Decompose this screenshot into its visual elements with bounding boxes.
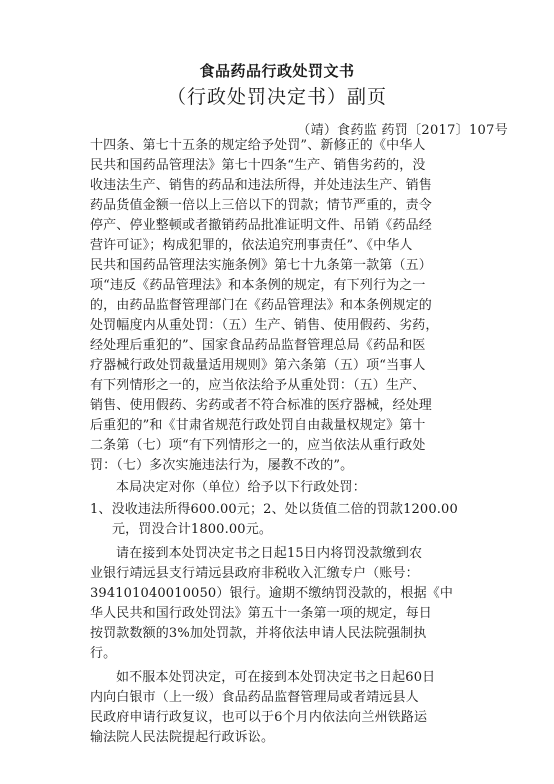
payment-line: 业银行靖远县支行靖远县政府非税收入汇缴专户（账号： (90, 566, 419, 581)
penalty-line: 1、没收违法所得600.00元；2、处以货值二倍的罚款1200.00 (90, 502, 458, 517)
body-line: 营许可证》；构成犯罪的，依法追究刑事责任”、《中华人 (90, 238, 413, 253)
body-line: 民共和国药品管理法实施条例》第七十九条第一款第（五） (90, 258, 432, 273)
payment-line: 行。 (90, 646, 117, 661)
body-line: 收违法生产、销售的药品和违法所得，并处违法生产、销售 (90, 178, 432, 193)
appeal-line: 输法院人民法院提起行政诉讼。 (90, 730, 275, 745)
body-line: 罚：（七）多次实施违法行为，屡教不改的”。 (90, 458, 354, 473)
appeal-line: 内向白银市（上一级）食品药品监督管理局或者靖远县人 (90, 690, 419, 705)
appeal-line: 民政府申请行政复议，也可以于6个月内依法向兰州铁路运 (90, 710, 428, 725)
document-number: （靖）食药监 药罚〔2017〕107号 (297, 123, 508, 138)
body-line: 二条第（七）项“有下列情形之一的，应当依法从重行政处 (90, 438, 426, 453)
body-line: 处罚幅度内从重处罚：（五）生产、销售、使用假药、劣药， (90, 318, 439, 333)
decision-intro: 本局决定对你（单位）给予以下行政处罚： (116, 480, 366, 495)
body-line: 销售、使用假药、劣药或者不符合标准的医疗器械，经处理 (90, 398, 432, 413)
payment-line: 华人民共和国行政处罚法》第五十一条第一项的规定，每日 (90, 606, 432, 621)
body-line: 民共和国药品管理法》第七十四条“生产、销售劣药的，没 (90, 158, 426, 173)
body-line: 停产、停业整顿或者撤销药品批准证明文件、吊销《药品经 (90, 218, 432, 233)
payment-line: 请在接到本处罚决定书之日起15日内将罚没款缴到农 (116, 546, 423, 561)
body-line: 项“违反《药品管理法》和本条例的规定，有下列行为之一 (90, 278, 426, 293)
body-line: 疗器械行政处罚裁量适用规则》第六条第（五）项“当事人 (90, 358, 426, 373)
body-line: 十四条、第七十五条的规定给予处罚”、新修正的《中华人 (90, 138, 426, 153)
document-subtitle: （行政处罚决定书）副页 (166, 86, 387, 108)
penalty-line: 元，罚没合计1800.00元。 (112, 522, 273, 537)
body-line: 经处理后重犯的”、国家食品药品监督管理总局《药品和医 (90, 338, 426, 353)
payment-line: 394101040010050）银行。逾期不缴纳罚没款的，根据《中 (90, 586, 454, 601)
body-line: 药品货值金额一倍以上三倍以下的罚款；情节严重的，责令 (90, 198, 432, 213)
payment-line: 按罚款数额的3%加处罚款，并将依法申请人民法院强制执 (90, 626, 427, 641)
appeal-line: 如不服本处罚决定，可在接到本处罚决定书之日起60日 (116, 670, 436, 685)
body-line: 的，由药品监督管理部门在《药品管理法》和本条例规定的 (90, 298, 432, 313)
body-line: 有下列情形之一的，应当依法给予从重处罚：（五）生产、 (90, 378, 426, 393)
document-title: 食品药品行政处罚文书 (199, 62, 355, 80)
body-line: 后重犯的”和《甘肃省规范行政处罚自由裁量权规定》第十 (90, 418, 426, 433)
